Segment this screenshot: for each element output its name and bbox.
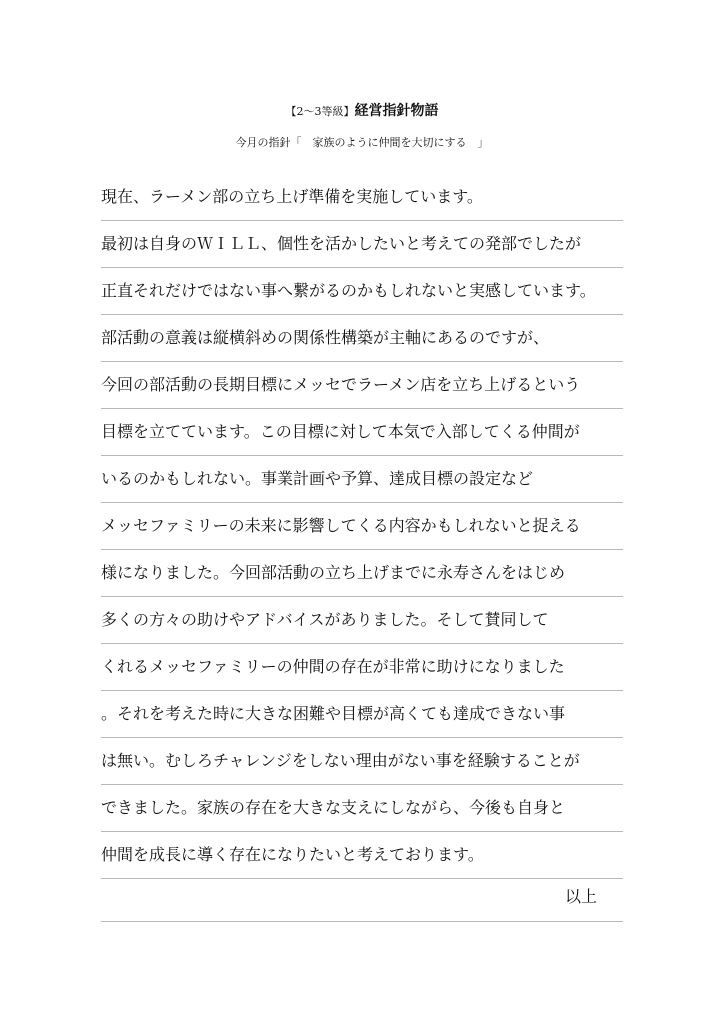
- body-line: 今回の部活動の長期目標にメッセでラーメン店を立ち上げるという: [101, 362, 623, 409]
- body-line: 多くの方々の助けやアドバイスがありました。そして賛同して: [101, 597, 623, 644]
- body-line: 仲間を成長に導く存在になりたいと考えております。: [101, 832, 623, 879]
- body-line: は無い。むしろチャレンジをしない理由がない事を経験することが: [101, 738, 623, 785]
- body-line: 目標を立てています。この目標に対して本気で入部してくる仲間が: [101, 409, 623, 456]
- body-line: できました。家族の存在を大きな支えにしながら、今後も自身と: [101, 785, 623, 832]
- body-line: 部活動の意義は縦横斜めの関係性構築が主軸にあるのですが、: [101, 315, 623, 362]
- body-line: 正直それだけではない事へ繋がるのかもしれないと実感しています。: [101, 268, 623, 315]
- title-text: 経営指針物語: [354, 103, 439, 119]
- body-line: くれるメッセファミリーの仲間の存在が非常に助けになりました: [101, 644, 623, 691]
- body-line: メッセファミリーの未来に影響してくる内容かもしれないと捉える: [101, 503, 623, 550]
- page-title: [0, 101, 724, 121]
- body-line: いるのかもしれない。事業計画や予算、達成目標の設定など: [101, 456, 623, 503]
- closing-text: 以上: [564, 887, 597, 906]
- body-line: 様になりました。今回部活動の立ち上げまでに永寿さんをはじめ: [101, 550, 623, 597]
- body-line: 。それを考えた時に大きな困難や目標が高くても達成できない事: [101, 691, 623, 738]
- page-subtitle: 今月の指針「 家族のように仲間を大切にする 」: [235, 136, 489, 149]
- grade-label: 【2〜3等級】: [285, 105, 355, 118]
- closing-line: [101, 877, 623, 922]
- body-text: [101, 174, 623, 879]
- body-line: 最初は自身のＷＩＬＬ、個性を活かしたいと考えての発部でしたが: [101, 221, 623, 268]
- body-line: 現在、ラーメン部の立ち上げ準備を実施しています。: [101, 174, 623, 221]
